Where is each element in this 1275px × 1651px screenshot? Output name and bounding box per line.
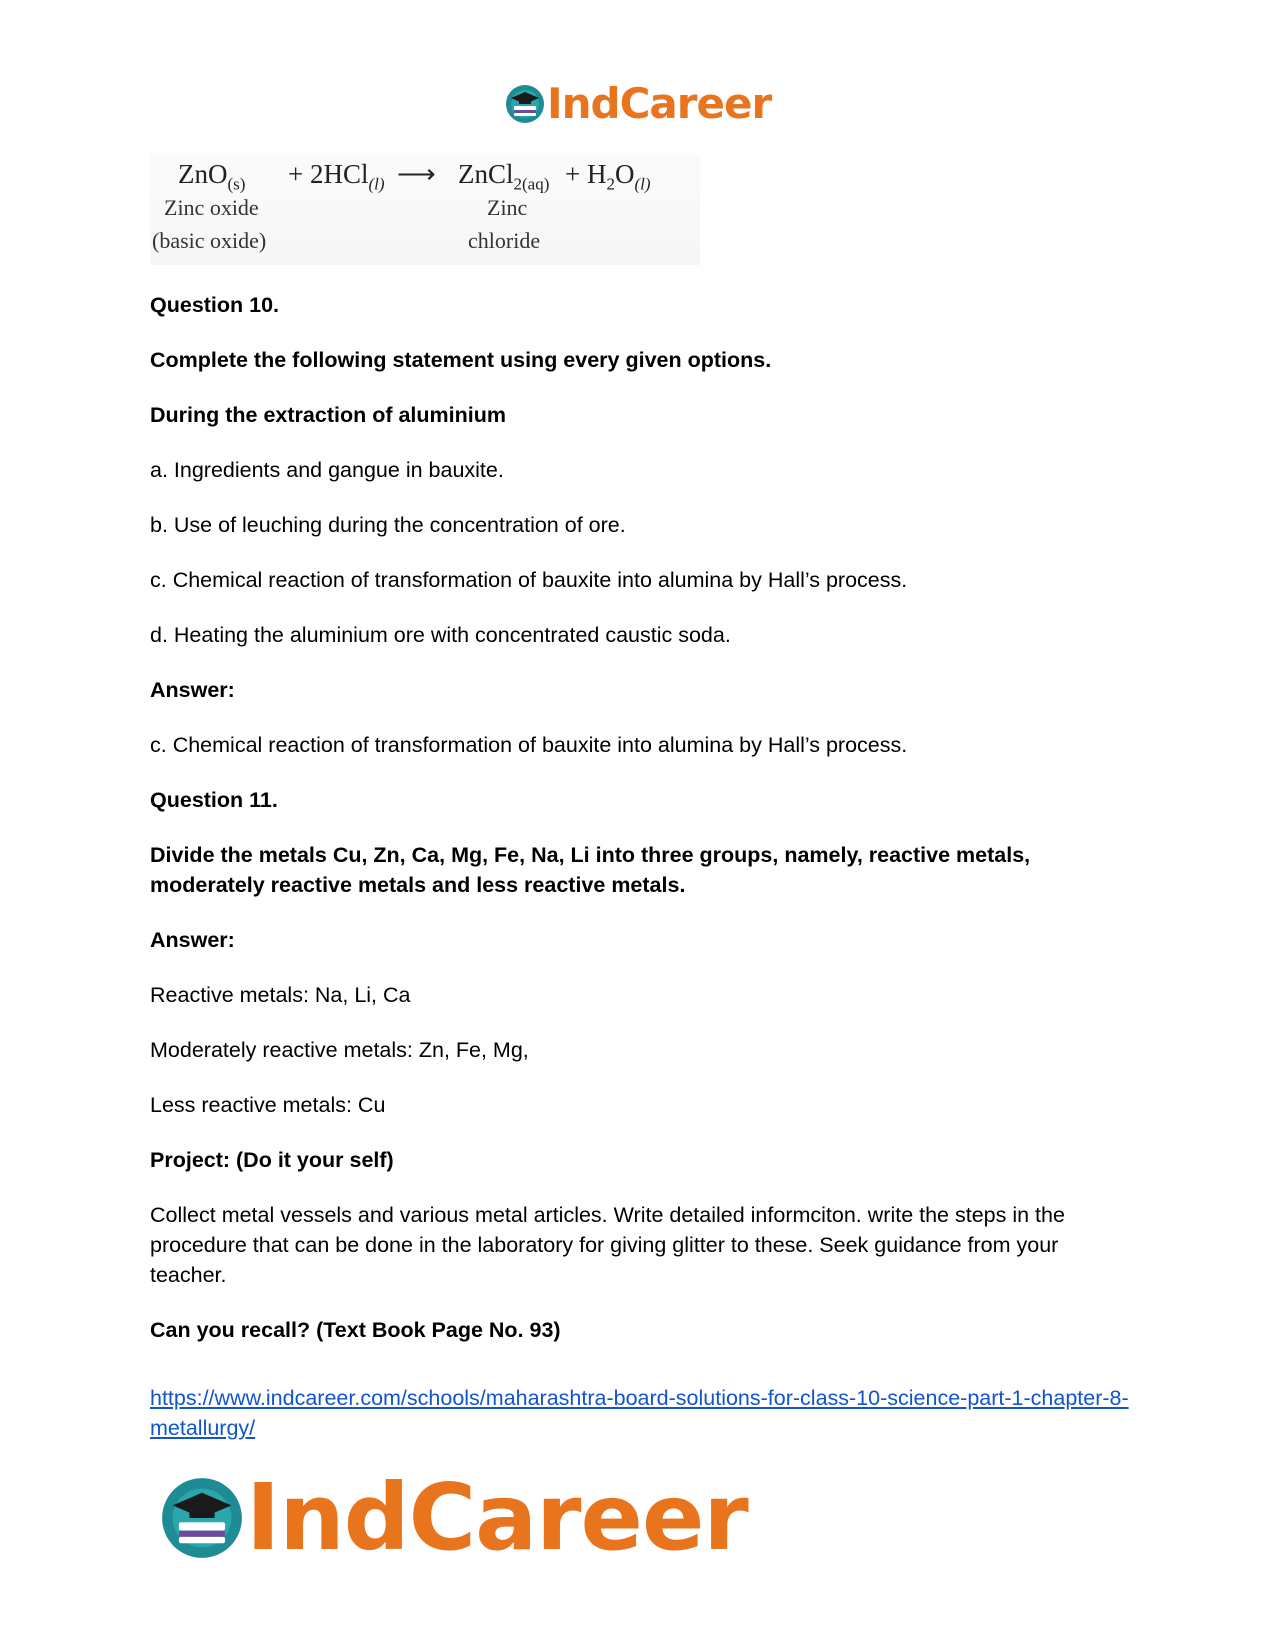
graduation-cap-book-icon [160,1476,244,1560]
eq-label-zinc: Zinc [487,195,528,220]
q10-option-a: a. Ingredients and gangue in bauxite. [150,458,504,482]
q10-heading: Question 10. [150,293,280,317]
eq-zno-state: (s) [227,174,246,194]
eq-label-basic-oxide: (basic oxide) [152,228,267,253]
eq-product-zncl2 [458,159,549,194]
q10-stem: During the extraction of aluminium [150,403,506,427]
document-body [150,290,1140,1443]
eq-h-sub: 2 [606,174,615,194]
q10-prompt: Complete the following statement using every given options. [150,348,772,372]
q10-option-c: c. Chemical reaction of transformation of bauxite into alumina by Hall’s process. [150,568,908,592]
q11-heading: Question 11. [150,788,278,812]
eq-hcl-state: (l) [368,174,385,194]
eq-label-chloride: chloride [468,228,541,253]
eq-label-zinc-oxide: Zinc oxide [164,195,259,220]
eq-zncl-sub: 2(aq) [513,174,550,194]
project-heading: Project: (Do it your self) [150,1148,394,1172]
q11-moderate: Moderately reactive metals: Zn, Fe, Mg, [150,1038,529,1062]
q11-reactive: Reactive metals: Na, Li, Ca [150,983,411,1007]
q10-answer-label: Answer: [150,678,235,702]
eq-arrow: ⟶ [397,159,436,189]
graduation-cap-book-icon [505,84,545,124]
footer-link-wrap [150,1383,1140,1443]
q10-option-b: b. Use of leuching during the concentration of ore. [150,513,626,537]
q11-answer-label: Answer: [150,928,235,952]
project-text: Collect metal vessels and various metal articles. Write detailed informciton. write the steps in the procedure that can be done in the laboratory for giving glitter to these. Seek guidance from your teacher. [150,1203,1065,1287]
eq-h-text: + H [565,159,607,189]
q10-option-d: d. Heating the aluminium ore with concentrated caustic soda. [150,623,731,647]
chemical-equation-figure [150,155,700,265]
logo-wordmark: IndCareer [246,1464,748,1571]
logo-wordmark: IndCareer [547,79,772,128]
eq-zno-text: ZnO [178,159,228,189]
header-logo [505,80,771,128]
footer-link[interactable]: https://www.indcareer.com/schools/maharashtra-board-solutions-for-class-10-science-part-1-chapter-8-metallurgy/ [150,1386,1129,1440]
eq-o-text: O [614,159,635,189]
eq-product-h2o [565,159,651,194]
q11-less: Less reactive metals: Cu [150,1093,386,1117]
recall-heading: Can you recall? (Text Book Page No. 93) [150,1318,561,1342]
q10-answer: c. Chemical reaction of transformation of bauxite into alumina by Hall’s process. [150,733,908,757]
eq-reactant-hcl [288,159,385,194]
eq-zncl-text: ZnCl [458,159,514,189]
eq-h2o-state: (l) [634,174,651,194]
footer-logo [160,1464,748,1571]
eq-reactant-zno [178,159,245,194]
q11-prompt: Divide the metals Cu, Zn, Ca, Mg, Fe, Na, Li into three groups, namely, reactive metals, moderately reactive metals and less reactive metals. [150,843,1031,897]
eq-hcl-text: + 2HCl [288,159,369,189]
